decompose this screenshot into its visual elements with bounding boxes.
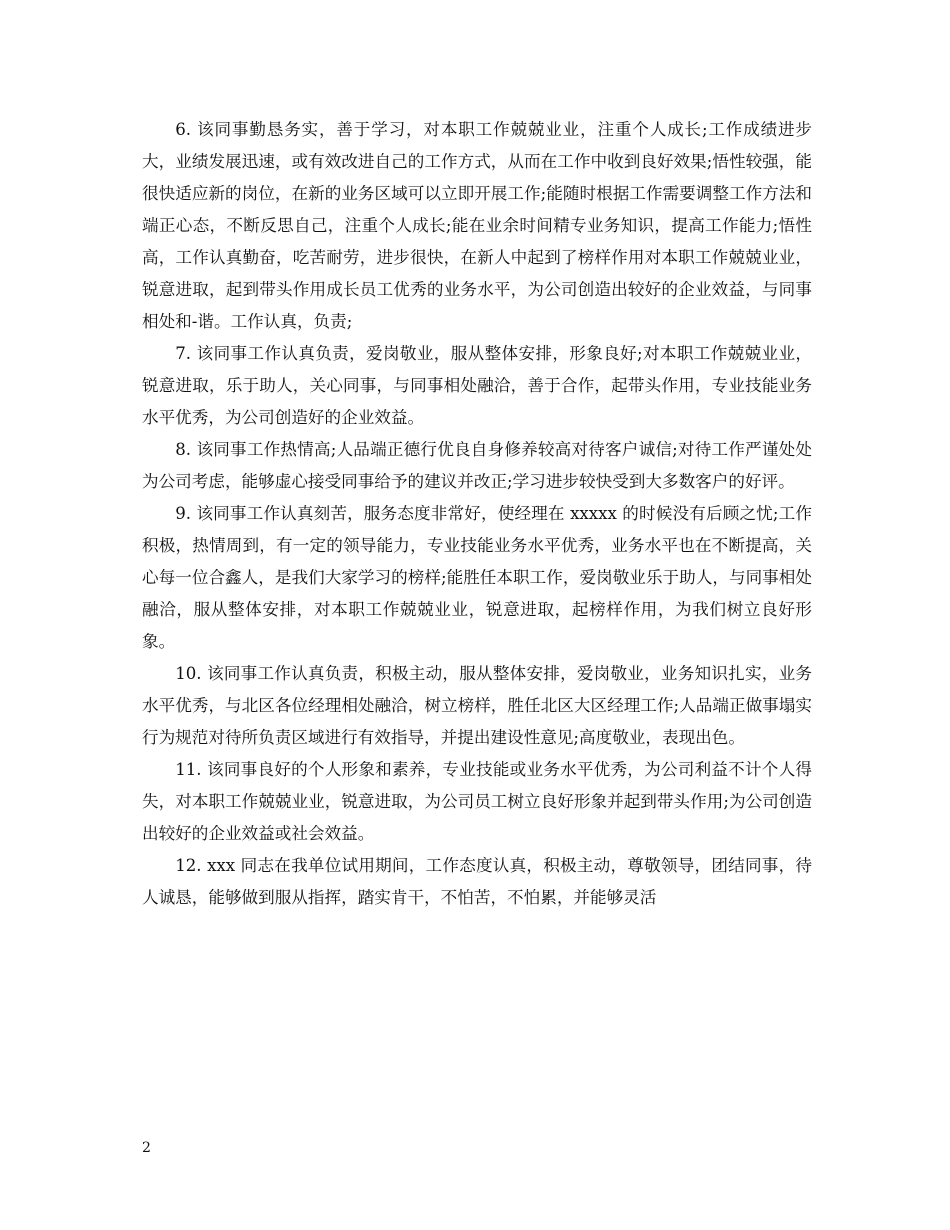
document-body bbox=[142, 114, 812, 914]
paragraph-9: 9. 该同事工作认真刻苦，服务态度非常好，使经理在 xxxxx 的时候没有后顾之忧;工作积极，热情周到，有一定的领导能力，专业技能业务水平优秀，业务水平也在不断提高，关心每一位合鑫人，是我们大家学习的榜样;能胜任本职工作，爱岗敬业乐于助人，与同事相处融洽，服从整体安排，对本职工作兢兢业业，锐意进取，起榜样作用，为我们树立良好形象。 bbox=[142, 504, 812, 651]
paragraph-8: 8. 该同事工作热情高;人品端正德行优良自身修养较高对待客户诚信;对待工作严谨处处为公司考虑，能够虚心接受同事给予的建议并改正;学习进步较快受到大多数客户的好评。 bbox=[142, 440, 812, 491]
paragraph-12: 12. xxx 同志在我单位试用期间，工作态度认真，积极主动，尊敬领导，团结同事，待人诚恳，能够做到服从指挥，踏实肯干，不怕苦，不怕累，并能够灵活 bbox=[142, 856, 812, 907]
paragraph-10: 10. 该同事工作认真负责，积极主动，服从整体安排，爱岗敬业，业务知识扎实，业务水平优秀，与北区各位经理相处融洽，树立榜样，胜任北区大区经理工作;人品端正做事塌实行为规范对待所负责区域进行有效指导，并提出建设性意见;高度敬业，表现出色。 bbox=[142, 664, 812, 747]
paragraph-6: 6. 该同事勤恳务实，善于学习，对本职工作兢兢业业，注重个人成长;工作成绩进步大，业绩发展迅速，或有效改进自己的工作方式，从而在工作中收到良好效果;悟性较强，能很快适应新的岗位，在新的业务区域可以立即开展工作;能随时根据工作需要调整工作方法和端正心态，不断反思自己，注重个人成长;能在业余时间精专业务知识，提高工作能力;悟性高，工作认真勤奋，吃苦耐劳，进步很快，在新人中起到了榜样作用对本职工作兢兢业业，锐意进取，起到带头作用成长员工优秀的业务水平，为公司创造出较好的企业效益，与同事相处和-谐。工作认真，负责; bbox=[142, 120, 812, 331]
paragraph-7: 7. 该同事工作认真负责，爱岗敬业，服从整体安排，形象良好;对本职工作兢兢业业，锐意进取，乐于助人，关心同事，与同事相处融洽，善于合作，起带头作用，专业技能业务水平优秀，为公司创造好的企业效益。 bbox=[142, 344, 812, 427]
page-number: 2 bbox=[142, 1140, 151, 1156]
paragraph-11: 11. 该同事良好的个人形象和素养，专业技能或业务水平优秀，为公司利益不计个人得失，对本职工作兢兢业业，锐意进取，为公司员工树立良好形象并起到带头作用;为公司创造出较好的企业效益或社会效益。 bbox=[142, 760, 812, 843]
